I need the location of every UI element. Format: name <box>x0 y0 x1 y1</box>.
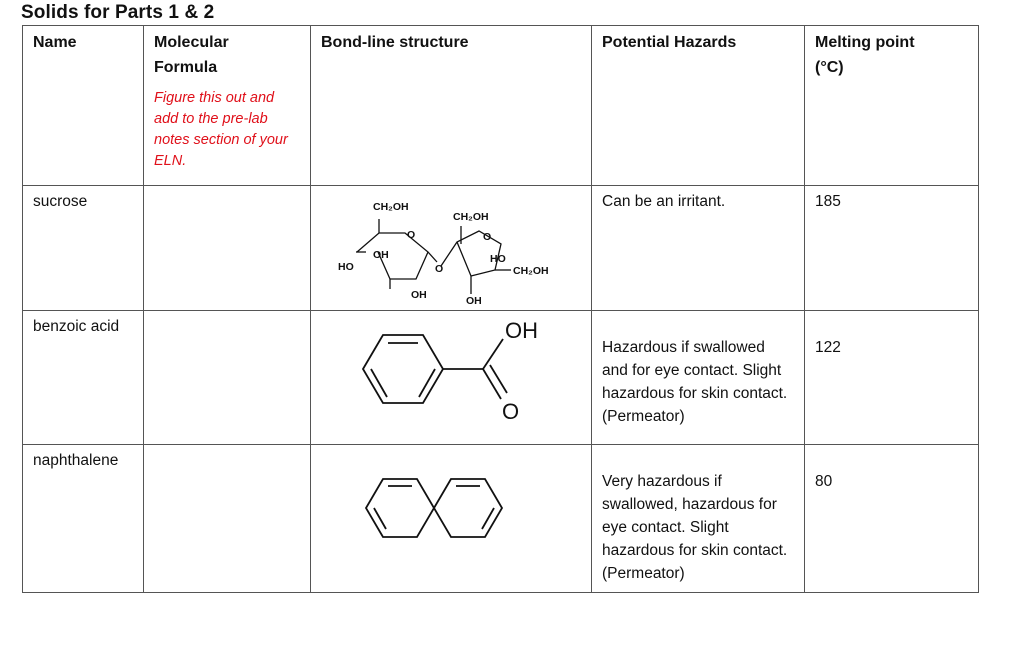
sucrose-label: O <box>435 263 444 275</box>
page-title: Solids for Parts 1 & 2 <box>21 2 215 23</box>
sucrose-structure <box>311 186 591 310</box>
naphthalene-structure <box>311 445 591 591</box>
header-hazards: Potential Hazards <box>592 26 805 186</box>
table-row <box>23 186 979 311</box>
row-name-cell <box>23 186 144 311</box>
header-melting: Melting point (°C) <box>805 26 979 186</box>
row-melting-cell <box>805 445 979 593</box>
sucrose-label: O <box>407 229 416 241</box>
row-hazards-cell <box>592 311 805 445</box>
row-formula-cell <box>144 311 311 445</box>
sucrose-label: OH <box>466 295 482 307</box>
melting-point: 122 <box>815 339 841 356</box>
compound-name: benzoic acid <box>33 318 120 335</box>
header-structure: Bond-line structure <box>311 26 592 186</box>
header-name: Name <box>23 26 144 186</box>
row-structure-cell <box>311 445 592 593</box>
row-structure-cell <box>311 311 592 445</box>
row-melting-cell <box>805 186 979 311</box>
benzoic-o-label: O <box>502 399 520 424</box>
melting-point: 80 <box>815 473 833 490</box>
sucrose-label: HO <box>490 253 506 265</box>
row-name-cell <box>23 445 144 593</box>
sucrose-label: CH₂OH <box>373 201 409 213</box>
sucrose-label: CH₂OH <box>513 265 549 277</box>
formula-note: Figure this out and add to the pre-lab notes section of your ELN. <box>154 90 288 169</box>
benzoic-acid-structure <box>311 311 591 443</box>
sucrose-label: CH₂OH <box>453 211 489 223</box>
hazards-text: Can be an irritant. <box>602 193 726 210</box>
table-row <box>23 445 979 593</box>
benzoic-oh-label: OH <box>505 318 538 343</box>
header-row <box>23 26 979 186</box>
sucrose-label: O <box>483 231 492 243</box>
row-formula-cell <box>144 186 311 311</box>
table-row <box>23 311 979 445</box>
row-structure-cell <box>311 186 592 311</box>
row-name-cell <box>23 311 144 445</box>
hazards-text: Very hazardous if swallowed, hazardous for eye contact. Slight hazardous for skin contact. (Permeator) <box>602 473 788 582</box>
hazards-text: Hazardous if swallowed and for eye contact. Slight hazardous for skin contact. (Permeator) <box>602 339 788 425</box>
sucrose-label: OH <box>373 249 389 261</box>
row-melting-cell <box>805 311 979 445</box>
row-hazards-cell <box>592 186 805 311</box>
compound-name: sucrose <box>33 193 88 210</box>
sucrose-label: OH <box>411 289 427 301</box>
solids-table <box>22 25 979 593</box>
sucrose-label: HO <box>338 261 354 273</box>
compound-name: naphthalene <box>33 452 119 469</box>
row-hazards-cell <box>592 445 805 593</box>
header-formula <box>144 26 311 186</box>
row-formula-cell <box>144 445 311 593</box>
header-formula-label: Molecular Formula <box>154 34 229 76</box>
melting-point: 185 <box>815 193 841 210</box>
